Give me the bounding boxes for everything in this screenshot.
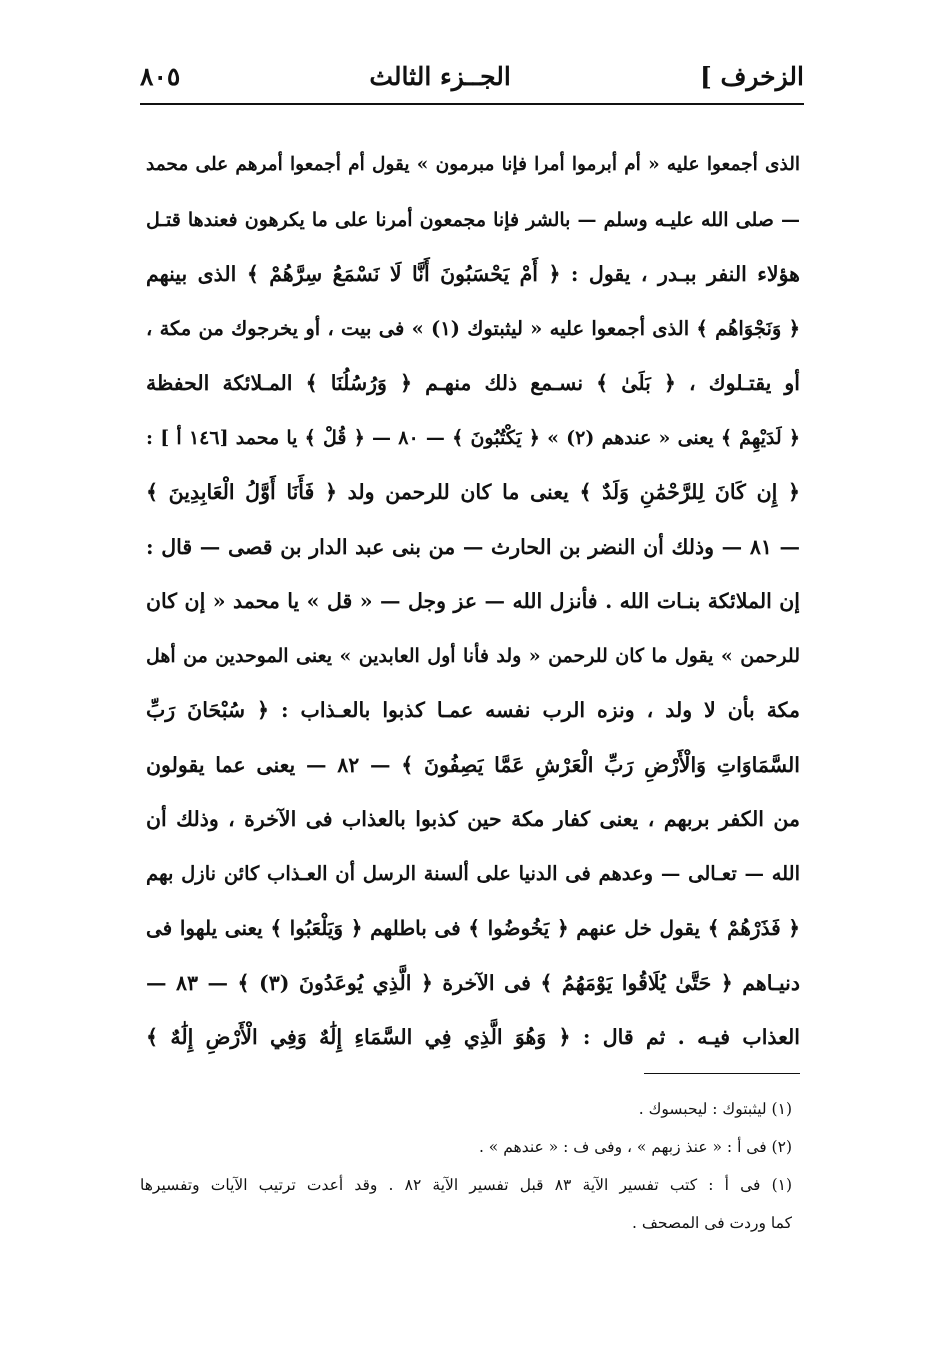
text-line: الله — تعـالى — وعدهم فى الدنيا على ألسنة الرسل أن العـذاب كائن نازل بهم xyxy=(146,861,800,885)
surah-title: الزخرف ] xyxy=(699,61,804,91)
footnote: (١) فى أ : كتب تفسير الآية ٨٣ قبل تفسير الآية ٨٢ . وقد أعدت ترتيب الآيات وتفسيرها xyxy=(140,1176,792,1194)
text-line: من الكفر بربهم ، يعنى كفار مكة حين كذبوا بالعذاب فى الآخرة ، وذلك أن xyxy=(146,807,800,831)
footnote: (٢) فى أ : « عنذ زبهم » ، وفى ف : « عندهم » . xyxy=(478,1138,792,1156)
footnote-continuation: كما وردت فى المصحف . xyxy=(632,1214,792,1232)
text-line: — صلى الله عليـه وسلم — بالشر فإنا مجمعون أمرنا على ما يكرهون فعندها قتـل xyxy=(146,208,800,231)
text-line: أو يقتـلوك ، ﴿ بَلَىٰ ﴾ نسـمع ذلك منهـم ﴿ وَرُسُلُنَا ﴾ المـلائكة الحفظة xyxy=(146,371,800,395)
page-header xyxy=(140,56,804,96)
text-line: دنيـاهم ﴿ حَتَّىٰ يُلَاقُوا يَوْمَهُمُ ﴾ فى الآخرة ﴿ الَّذِي يُوعَدُونَ (٣) ﴾ — ٨٣ — xyxy=(146,970,800,995)
text-line: ﴿ فَذَرْهُمْ ﴾ يقول خل عنهم ﴿ يَخُوضُوا ﴾ فى باطلهم ﴿ وَيَلْعَبُوا ﴾ يعنى يلهوا فى xyxy=(146,916,800,940)
text-line: إن الملائكة بنـات الله . فأنزل الله — عز وجل — « قل » يا محمد « إن كان xyxy=(146,589,800,613)
text-line: العذاب فيـه . ثم قال : ﴿ وَهُوَ الَّذِي فِي السَّمَاءِ إِلَٰهٌ وَفِي الْأَرْضِ إِلَٰهٌ ﴾ xyxy=(146,1025,800,1049)
footnotes xyxy=(140,1090,792,1242)
text-line: للرحمن » يقول ما كان للرحمن « ولد فأنا أول العابدين » يعنى الموحدين من أهل xyxy=(146,644,800,667)
text-line: هؤلاء النفر ببـدر ، يقول : ﴿ أَمْ يَحْسَبُونَ أَنَّا لَا نَسْمَعُ سِرَّهُمْ ﴾ الذى بينهم xyxy=(146,262,800,286)
footnote: (١) ليثبتوك : ليحبسوك . xyxy=(638,1100,792,1118)
text-line: السَّمَاوَاتِ وَالْأَرْضِ رَبِّ الْعَرْشِ عَمَّا يَصِفُونَ ﴾ — ٨٢ — يعنى عما يقولون xyxy=(146,752,800,777)
volume-title: الجــزء الثالث xyxy=(369,61,511,91)
page-number: ٨٠٥ xyxy=(140,61,181,91)
text-line: ﴿ إِن كَانَ لِلرَّحْمَٰنِ وَلَدٌ ﴾ يعنى ما كان للرحمن ولد ﴿ فَأَنَا أَوَّلُ الْعَابِدِينَ ﴾ xyxy=(146,480,800,504)
text-line: الذى أجمعوا عليه « أم أبرموا أمرا فإنا مبرمون » يقول أم أجمعوا أمرهم على محمد xyxy=(146,154,800,175)
body-text xyxy=(146,138,800,1065)
footnote-divider xyxy=(644,1073,800,1074)
text-line: مكة بأن لا ولد ، ونزه الرب نفسه عمـا كذبوا بالعـذاب : ﴿ سُبْحَانَ رَبِّ xyxy=(146,698,800,722)
text-line: — ٨١ — وذلك أن النضر بن الحارث — من بنى عبد الدار بن قصى — قال : xyxy=(146,534,800,559)
text-line: ﴿ لَدَيْهِمْ ﴾ يعنى « عندهم (٢) » ﴿ يَكْتُبُونَ ﴾ — ٨٠ — ﴿ قُلْ ﴾ يا محمد [١٤٦ أ ] : xyxy=(146,426,800,449)
header-divider xyxy=(140,103,804,105)
text-line: ﴿ وَنَجْوَاهُم ﴾ الذى أجمعوا عليه « ليثبتوك (١) » فى بيت ، أو يخرجوك من مكة ، xyxy=(146,316,800,340)
